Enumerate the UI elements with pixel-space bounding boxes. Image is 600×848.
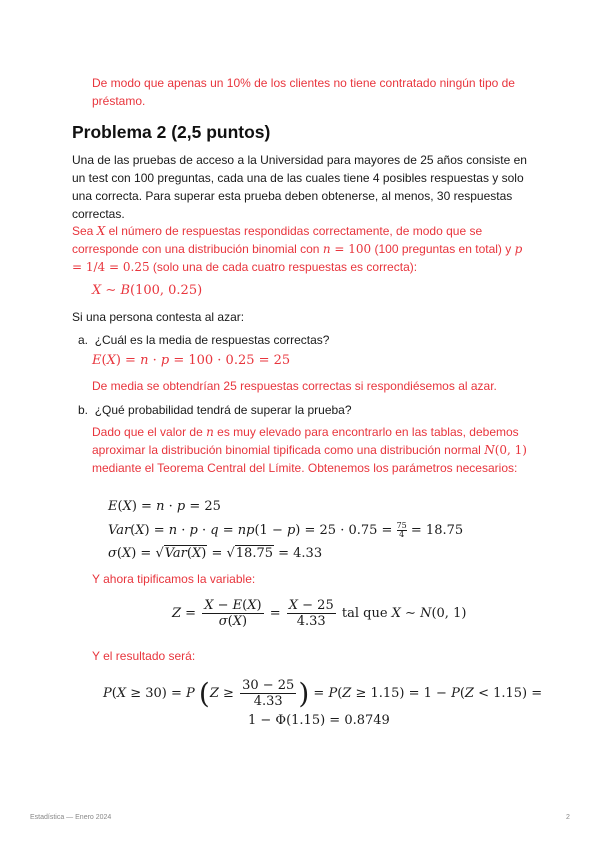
- standard-deviation-formula: σ(X) = √Var(X) = √18.75 = 4.33: [108, 546, 323, 561]
- question-intro: Si una persona contesta al azar:: [72, 310, 245, 324]
- result-intro: Y el resultado será:: [92, 649, 196, 663]
- footer-title: Estadística — Enero 2024: [30, 814, 112, 821]
- page-number: 2: [566, 814, 570, 821]
- expected-value-formula: E(X) = n · p = 25: [108, 499, 221, 514]
- probability-formula-line2: 1 − Φ(1.15) = 0.8749: [248, 713, 390, 728]
- variance-formula: Var(X) = n · p · q = np(1 − p) = 25 · 0.75 = $\frac{75}{4}$ = 18.75: [108, 521, 464, 539]
- question-a: a. ¿Cuál es la media de respuestas correctas?: [78, 333, 330, 347]
- probability-formula-line1: P(X ≥ 30) = P (Z ≥ $\frac{30 - 25}{4.33}$ ) = P(Z ≥ 1.15) = 1 − P(Z < 1.15) =: [103, 677, 543, 710]
- problem-title: Problema 2 (2,5 puntos): [72, 122, 271, 142]
- binomial-distribution-formula: X ∼ B(100, 0.25): [92, 283, 203, 298]
- previous-conclusion: De modo que apenas un 10% de los clientes no tiene contratado ningún tipo de préstamo.: [92, 76, 515, 108]
- tipify-intro: Y ahora tipificamos la variable:: [92, 572, 256, 586]
- answer-a: De media se obtendrían 25 respuestas correctas si respondiésemos al azar.: [92, 379, 497, 393]
- question-b: b. ¿Qué probabilidad tendrá de superar la prueba?: [78, 403, 352, 417]
- standardization-formula: Z = $\frac{X - E(X)}{\sigma(X)}$ = $\frac{X - 25}{4.33}$ tal que X ∼ N(0, 1): [172, 598, 467, 629]
- answer-b-explanation: Dado que el valor de n es muy elevado para encontrarlo en las tablas, debemos aproximar la distribución binomial tipificada como una distribución normal N(0, 1) mediante el Teorema Central del Límite. Obtenemos los parámetros necesarios:: [92, 425, 527, 475]
- random-variable-definition: Sea X el número de respuestas respondidas correctamente, de modo que se corresponde con una distribución binomial con n = 100 (100 preguntas en total) y p = 1/4 = 0.25 (solo una de cada cuatro respuestas es correcta):: [72, 224, 523, 274]
- mean-formula: E(X) = n · p = 100 · 0.25 = 25: [92, 353, 291, 368]
- problem-statement: Una de las pruebas de acceso a la Universidad para mayores de 25 años consiste en un test con 100 preguntas, cada una de las cuales tiene 4 posibles respuestas y solo una correcta. Para superar esta prueba deben obtenerse, al menos, 30 respuestas correctas.: [72, 153, 527, 221]
